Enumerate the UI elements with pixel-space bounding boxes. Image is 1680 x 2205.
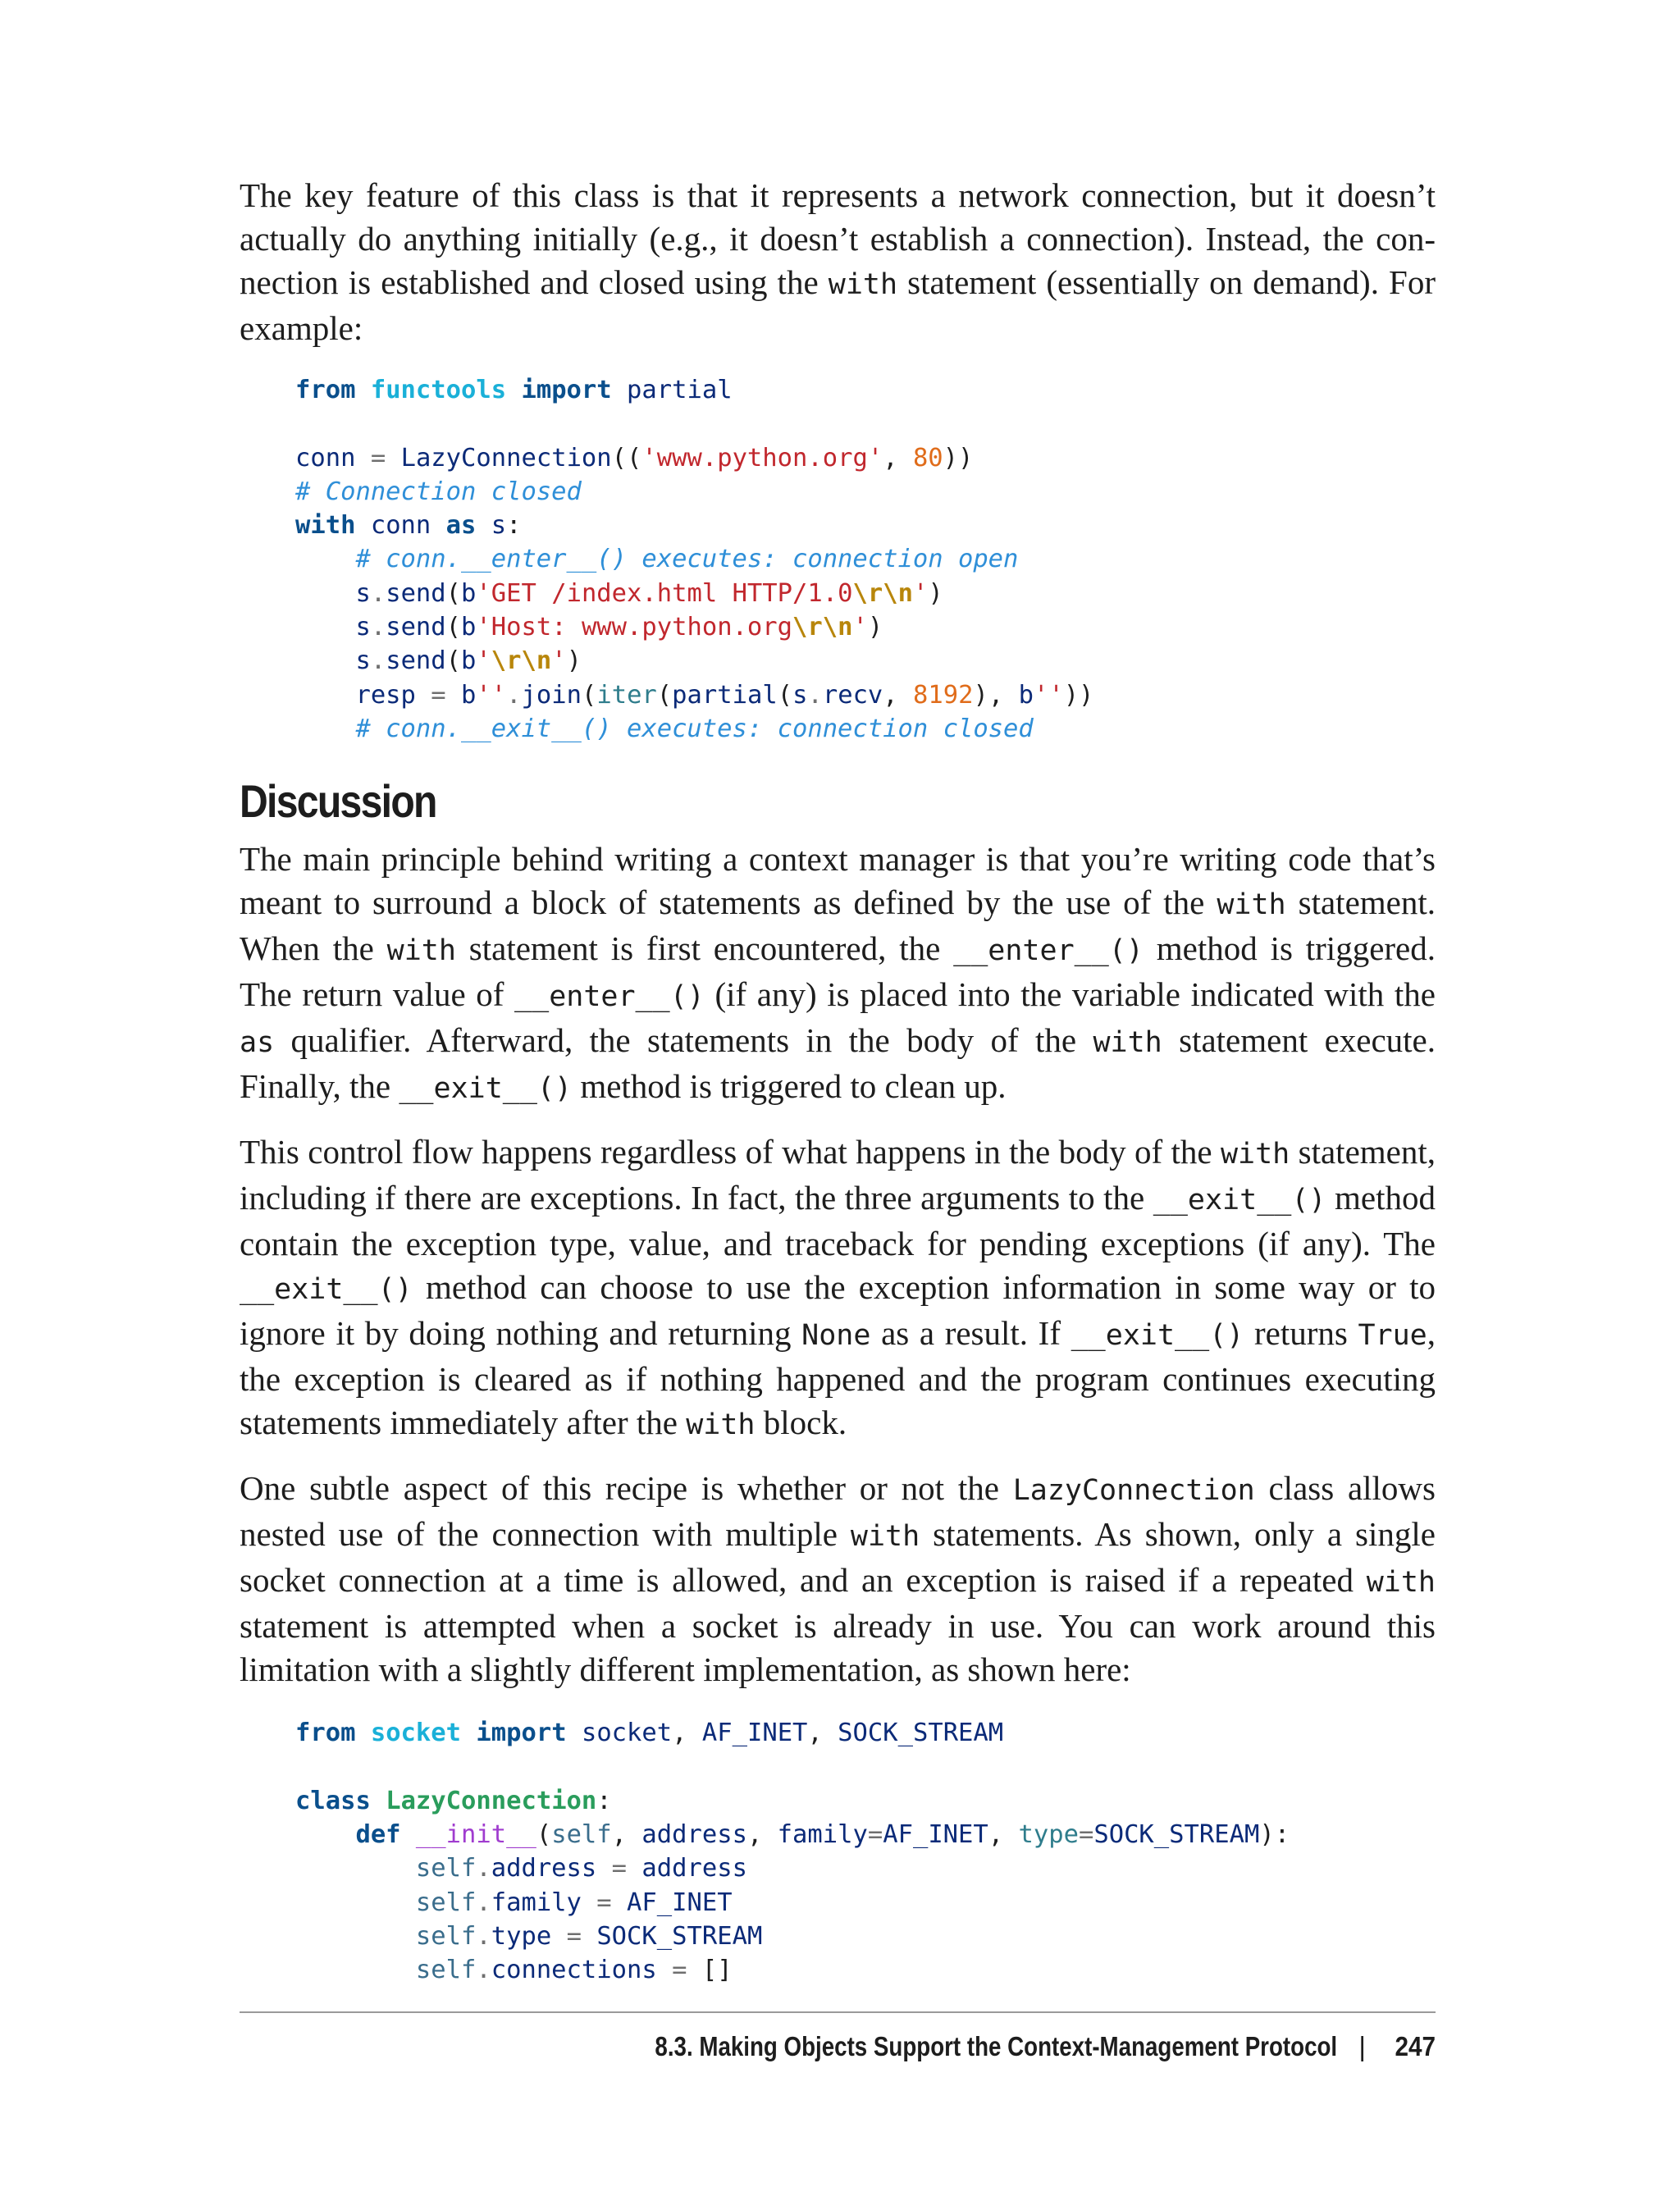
code-token: ( <box>445 613 462 642</box>
code-block-example <box>295 373 1436 746</box>
code-token: join <box>521 680 582 710</box>
text-run: statement is attempted when a socket is already in use. You can work around this limitation with a slightly different implementation, as shown here: <box>240 1607 1436 1689</box>
code-line <box>295 1953 1436 1987</box>
code-token: 'www.python.org' <box>641 443 883 472</box>
code-token: type <box>1018 1820 1079 1850</box>
inline-code: with <box>1093 1026 1162 1060</box>
code-token <box>371 1787 386 1815</box>
code-token: resp <box>355 680 416 710</box>
code-token: LazyConnection <box>400 443 612 472</box>
code-token: ) <box>867 613 883 642</box>
page-number: 247 <box>1395 2031 1436 2061</box>
code-token: ( <box>445 646 462 676</box>
code-token: LazyConnection <box>386 1786 597 1815</box>
inline-code: with <box>1366 1566 1436 1600</box>
code-token: , <box>883 680 914 710</box>
code-token <box>431 511 445 540</box>
code-token: . <box>476 1854 491 1883</box>
code-token: socket <box>581 1719 673 1748</box>
footer-section-title: 8.3. Making Objects Support the Context-Management Protocol <box>655 2031 1338 2061</box>
code-token: ( <box>445 578 462 608</box>
code-token: address <box>641 1854 747 1883</box>
text-run: statement. When the <box>240 883 1436 968</box>
code-token: ) <box>566 646 582 676</box>
code-token <box>355 444 370 472</box>
code-token: (( <box>611 443 642 472</box>
code-block-implementation <box>295 1716 1436 1987</box>
code-token: SOCK_STREAM <box>596 1922 763 1952</box>
code-token: functools <box>370 376 507 404</box>
page-body <box>240 174 1436 1988</box>
code-token: address <box>491 1854 597 1883</box>
code-token: 8192 <box>913 680 974 710</box>
code-line <box>295 1920 1436 1953</box>
code-token <box>446 681 461 710</box>
code-token <box>596 1854 611 1883</box>
code-token: = <box>431 680 446 710</box>
code-token: __init__ <box>415 1820 536 1850</box>
code-token: # conn.__exit__() executes: connection closed <box>355 714 1034 743</box>
code-token <box>295 545 355 573</box>
code-token <box>461 1719 476 1747</box>
code-token <box>295 1888 416 1917</box>
code-line <box>295 644 1436 678</box>
text-run: statement (essentially on demand). For example: <box>240 263 1436 347</box>
code-token <box>295 1820 355 1849</box>
code-token: = <box>1078 1820 1094 1850</box>
code-token: self <box>551 1820 612 1850</box>
code-token: ( <box>536 1820 552 1850</box>
code-token <box>506 376 521 404</box>
inline-code: with <box>686 1408 756 1442</box>
code-line <box>295 373 1436 407</box>
code-token: conn <box>370 511 431 541</box>
code-token: iter <box>596 680 657 710</box>
code-token: ( <box>656 680 673 710</box>
code-token: s <box>355 613 371 642</box>
code-token: b <box>461 578 477 608</box>
code-token: from <box>295 376 356 404</box>
code-token: \r\n <box>852 578 913 608</box>
code-token: self <box>415 1956 477 1985</box>
code-line <box>295 712 1436 746</box>
code-token <box>612 1888 627 1917</box>
code-token: SOCK_STREAM <box>1093 1820 1260 1850</box>
page-footer <box>240 2011 1436 2061</box>
code-token: s <box>355 646 371 676</box>
code-line <box>295 1751 1436 1784</box>
code-token: ' <box>476 646 491 676</box>
code-token <box>295 1922 416 1951</box>
code-line <box>295 509 1436 542</box>
code-token: '' <box>476 680 507 710</box>
code-line <box>295 475 1436 509</box>
code-token: = <box>672 1956 687 1985</box>
discussion-paragraph-1 <box>240 838 1436 1111</box>
code-line <box>295 577 1436 610</box>
text-run: The main principle behind writing a context manager is that you’re writing code that’s meant to surround a block of statements as defined by the use of the <box>240 840 1436 922</box>
code-token: . <box>476 1922 491 1952</box>
code-token: conn <box>295 443 356 472</box>
text-run: as a result. If <box>870 1314 1071 1353</box>
discussion-paragraph-2 <box>240 1130 1436 1447</box>
code-token <box>582 1922 596 1951</box>
code-token: AF_INET <box>701 1719 808 1748</box>
code-token: send <box>386 613 446 642</box>
text-run: qualifier. Afterward, the statements in the body of the <box>274 1021 1093 1060</box>
code-token: AF_INET <box>883 1820 988 1850</box>
code-line <box>295 1818 1436 1851</box>
inline-code: LazyConnection <box>1012 1474 1255 1508</box>
code-token: partial <box>672 680 778 710</box>
code-token: self <box>415 1888 477 1917</box>
code-token <box>295 646 355 675</box>
code-token: \r\n <box>491 646 552 676</box>
text-run: method is triggered. The return value of <box>240 929 1436 1014</box>
code-line <box>295 441 1436 475</box>
text-run: This control flow happens regardless of what happens in the body of the <box>240 1133 1221 1171</box>
text-run: method can choose to use the exception information in some way or to ignore it by doing nothing and returning <box>240 1268 1436 1353</box>
code-token: ' <box>912 578 929 608</box>
text-run: class allows nested use of the connection with multiple <box>240 1469 1436 1554</box>
code-token: , <box>807 1719 838 1748</box>
code-token: class <box>295 1786 371 1815</box>
code-token: , <box>611 1820 642 1850</box>
code-token: , <box>746 1820 778 1850</box>
code-token <box>295 1854 416 1883</box>
code-line <box>295 407 1436 441</box>
inline-code: with <box>828 268 898 301</box>
code-token: , <box>883 443 913 472</box>
code-token: , <box>988 1820 1019 1850</box>
code-token: ( <box>777 680 793 710</box>
code-token: )) <box>943 443 974 472</box>
code-token: . <box>370 646 386 676</box>
inline-code: with <box>850 1520 920 1554</box>
code-token: ), <box>973 680 1019 710</box>
code-token <box>582 1888 596 1917</box>
code-token: s <box>792 680 808 710</box>
running-footer <box>525 2031 1436 2062</box>
code-token: = <box>566 1922 582 1952</box>
code-token: def <box>355 1820 401 1850</box>
code-token <box>657 1956 672 1984</box>
code-token <box>295 681 355 710</box>
code-line <box>295 1784 1436 1818</box>
code-token: family <box>491 1888 582 1917</box>
code-token: socket <box>370 1719 462 1748</box>
discussion-paragraph-3 <box>240 1467 1436 1691</box>
code-line <box>295 678 1436 712</box>
code-token: 'GET /index.html HTTP/1.0 <box>476 578 853 608</box>
code-token: . <box>370 613 386 642</box>
code-line <box>295 1716 1436 1750</box>
code-token: self <box>415 1922 477 1952</box>
inline-code: as <box>240 1026 275 1060</box>
code-token: import <box>476 1719 567 1748</box>
code-token: 80 <box>912 443 943 472</box>
code-token <box>627 1854 641 1883</box>
code-line <box>295 1886 1436 1920</box>
code-token: ' <box>852 613 868 642</box>
text-run: statement is first encountered, the <box>455 929 954 968</box>
code-token: : <box>506 511 522 541</box>
code-token: '' <box>1033 680 1064 710</box>
code-token: recv <box>822 680 883 710</box>
code-token: AF_INET <box>627 1888 733 1917</box>
code-token: : <box>596 1786 612 1815</box>
code-token <box>355 1719 370 1747</box>
text-run: method contain the exception type, value, and traceback for pending exceptions (if any). The <box>240 1179 1436 1263</box>
code-token: )) <box>1063 680 1094 710</box>
text-run: returns <box>1244 1314 1358 1353</box>
code-token <box>612 376 627 404</box>
code-token: # Connection closed <box>295 477 582 506</box>
code-token <box>355 376 370 404</box>
inline-code: with <box>1220 1138 1290 1171</box>
inline-code: __exit__() <box>240 1273 413 1307</box>
inline-code: __exit__() <box>1071 1319 1244 1353</box>
code-token: = <box>370 443 386 472</box>
code-token <box>295 579 355 608</box>
code-token: 'Host: www.python.org <box>476 613 793 642</box>
text-run: method is triggered to clean up. <box>572 1067 1007 1106</box>
code-token: s <box>355 578 371 608</box>
code-token: . <box>476 1956 491 1985</box>
code-token <box>386 444 400 472</box>
code-token: as <box>445 511 477 541</box>
inline-code: True <box>1358 1319 1427 1353</box>
code-token: , <box>672 1719 702 1748</box>
code-token: = <box>611 1854 628 1883</box>
text-run: statement, including if there are exceptions. In fact, the three arguments to the <box>240 1133 1436 1217</box>
intro-paragraph <box>240 174 1436 350</box>
code-token: b <box>461 646 477 676</box>
code-token: . <box>370 578 386 608</box>
code-line <box>295 542 1436 576</box>
code-token <box>416 681 431 710</box>
code-token: connections <box>491 1956 657 1985</box>
code-token: ): <box>1259 1820 1290 1850</box>
text-run: The key feature of this class is that it represents a network connection, but it doesn’t actually do anything initially (e.g., it doesn’t establish a connection). Instead, the connection is established and closed using the <box>240 176 1436 301</box>
code-token: partial <box>627 376 733 404</box>
code-line <box>295 1851 1436 1885</box>
code-token: type <box>491 1922 552 1952</box>
code-token: send <box>386 578 446 608</box>
inline-code: __enter__() <box>953 934 1144 968</box>
code-token: . <box>807 680 823 710</box>
code-token: send <box>386 646 446 676</box>
code-token: ( <box>581 680 597 710</box>
code-token: with <box>295 511 356 541</box>
code-token: s <box>491 511 507 541</box>
code-token: # conn.__enter__() executes: connection open <box>355 545 1019 574</box>
inline-code: __exit__() <box>1153 1184 1326 1217</box>
code-token: . <box>506 680 522 710</box>
code-token <box>295 1956 416 1984</box>
code-token <box>355 511 370 540</box>
code-token: family <box>777 1820 868 1850</box>
code-token: [] <box>687 1956 733 1985</box>
code-token: self <box>415 1854 477 1883</box>
text-run: , the exception is cleared as if nothing happened and the program continues executing statements immediately after the <box>240 1314 1436 1442</box>
footer-separator: | <box>1358 2031 1366 2061</box>
code-token: b <box>461 680 477 710</box>
code-line <box>295 610 1436 644</box>
inline-code: None <box>801 1319 871 1353</box>
text-run: block. <box>755 1404 847 1442</box>
code-token <box>476 511 491 540</box>
text-run: (if any) is placed into the variable indicated with the <box>704 975 1436 1014</box>
code-token: = <box>596 1888 612 1917</box>
code-token: ) <box>928 578 943 608</box>
code-token <box>401 1820 416 1849</box>
code-token <box>567 1719 582 1747</box>
code-token: SOCK_STREAM <box>838 1719 1004 1748</box>
code-token: from <box>295 1719 356 1748</box>
code-token <box>551 1922 566 1951</box>
code-token: \r\n <box>792 613 853 642</box>
code-token: ' <box>551 646 567 676</box>
code-token: address <box>641 1820 747 1850</box>
code-token <box>295 714 355 743</box>
text-run: statement execute. Finally, the <box>240 1021 1436 1106</box>
inline-code: __exit__() <box>399 1072 573 1106</box>
code-token: . <box>476 1888 491 1917</box>
code-token: import <box>521 376 612 404</box>
code-token: b <box>1018 680 1034 710</box>
code-token <box>295 613 355 641</box>
inline-code: with <box>1217 888 1286 922</box>
text-run: One subtle aspect of this recipe is whether or not the <box>240 1469 1013 1508</box>
text-run: statements. As shown, only a single socket connection at a time is allowed, and an exception is raised if a repeated <box>240 1515 1436 1600</box>
code-token: = <box>867 1820 883 1850</box>
section-heading: Discussion <box>240 775 436 828</box>
inline-code: __enter__() <box>514 980 705 1014</box>
inline-code: with <box>386 934 456 968</box>
code-token: b <box>461 613 477 642</box>
